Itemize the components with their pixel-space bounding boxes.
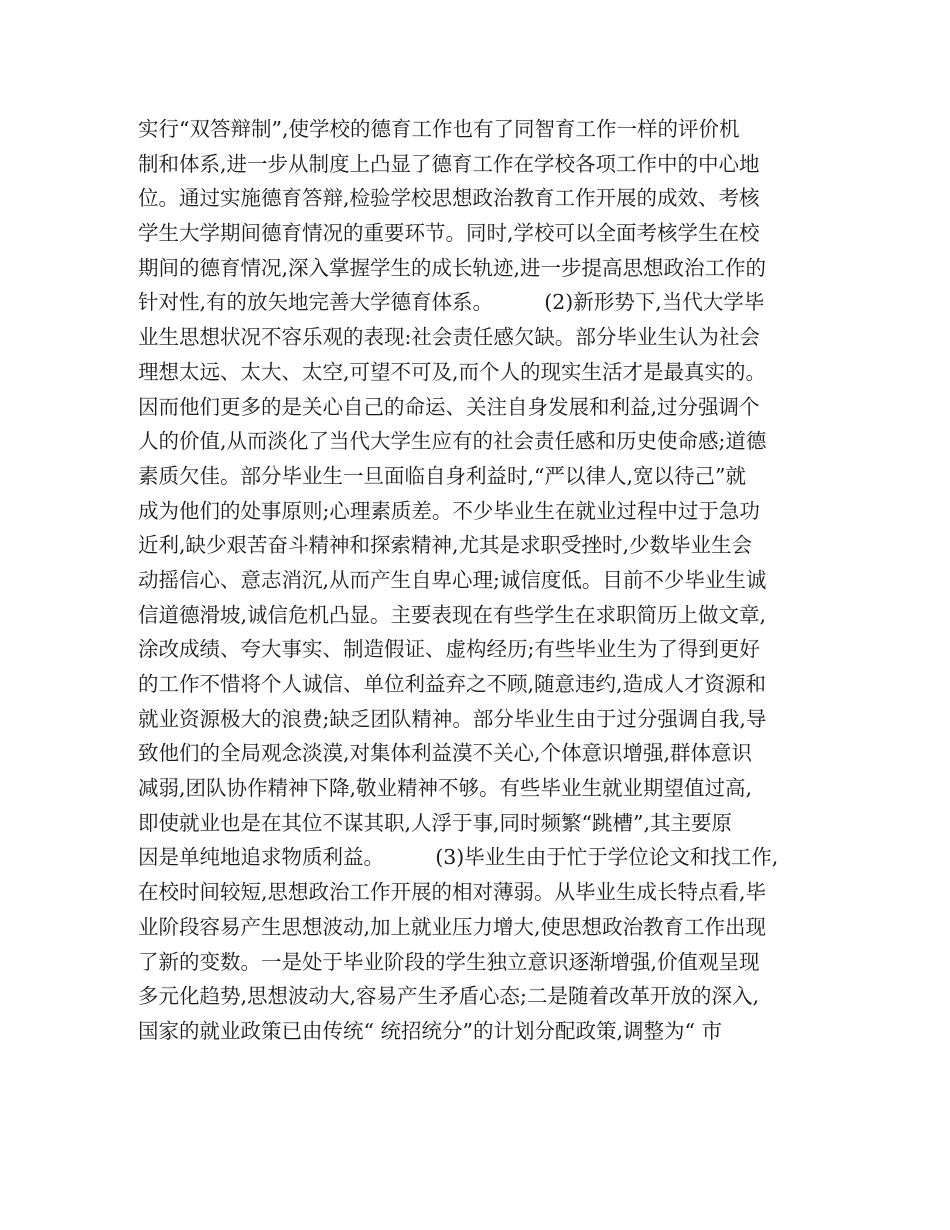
text-line: 国家的就业政策已由传统“ 统招统分”的计划分配政策,调整为“ 市	[138, 1018, 722, 1043]
text-line: 人的价值,从而淡化了当代大学生应有的社会责任感和历史使命感;道德	[138, 429, 767, 454]
text-line: 减弱,团队协作精神下降,敬业精神不够。有些毕业生就业期望值过高,	[138, 776, 753, 801]
text-line: 制和体系,进一步从制度上凸显了德育工作在学校各项工作中的中心地	[138, 151, 760, 176]
text-line: 即使就业也是在其位不谋其职,人浮于事,同时频繁“跳槽”,其主要原	[138, 810, 733, 835]
text-line: 针对性,有的放矢地完善大学德育体系。 (2)新形势下,当代大学毕	[138, 290, 765, 315]
text-line: 成为他们的处事原则;心理素质差。不少毕业生在就业过程中过于急功	[138, 498, 760, 523]
body-text	[138, 112, 818, 1049]
text-line: 期间的德育情况,深入掌握学生的成长轨迹,进一步提高思想政治工作的	[138, 255, 767, 280]
text-line: 了新的变数。一是处于毕业阶段的学生独立意识逐渐增强,价值观呈现	[138, 949, 760, 974]
text-line: 实行“双答辩制”,使学校的德育工作也有了同智育工作一样的评价机	[138, 117, 740, 141]
text-line: 理想太远、太大、太空,可望不可及,而个人的现实生活才是最真实的。	[138, 359, 767, 384]
text-line: 动摇信心、意志消沉,从而产生自卑心理;诚信度低。目前不少毕业生诚	[138, 567, 767, 592]
text-line: 信道德滑坡,诚信危机凸显。主要表现在有些学生在求职简历上做文章,	[138, 602, 767, 627]
text-line: 素质欠佳。部分毕业生一旦面临自身利益时,“严以律人,宽以待己”就	[138, 463, 746, 488]
text-line: 业生思想状况不容乐观的表现:社会责任感欠缺。部分毕业生认为社会	[138, 325, 760, 350]
text-line: 位。通过实施德育答辩,检验学校思想政治教育工作开展的成效、考核	[138, 186, 760, 211]
text-line: 就业资源极大的浪费;缺乏团队精神。部分毕业生由于过分强调自我,导	[138, 706, 767, 731]
text-line: 致他们的全局观念淡漠,对集体利益漠不关心,个体意识增强,群体意识	[138, 741, 753, 766]
text-line: 近利,缺少艰苦奋斗精神和探索精神,尤其是求职受挫时,少数毕业生会	[138, 533, 753, 558]
text-line: 因是单纯地追求物质利益。 (3)毕业生由于忙于学位论文和找工作,	[138, 845, 779, 870]
text-line: 因而他们更多的是关心自己的命运、关注自身发展和利益,过分强调个	[138, 394, 760, 419]
text-line: 业阶段容易产生思想波动,加上就业压力增大,使思想政治教育工作出现	[138, 914, 767, 939]
text-line: 学生大学期间德育情况的重要环节。同时,学校可以全面考核学生在校	[138, 221, 760, 246]
text-line: 在校时间较短,思想政治工作开展的相对薄弱。从毕业生成长特点看,毕	[138, 880, 767, 905]
text-line: 的工作不惜将个人诚信、单位利益弃之不顾,随意违约,造成人才资源和	[138, 672, 767, 696]
text-line: 涂改成绩、夸大事实、制造假证、虚构经历;有些毕业生为了得到更好	[138, 637, 760, 662]
text-line: 多元化趋势,思想波动大,容易产生矛盾心态;二是随着改革开放的深入,	[138, 984, 759, 1009]
